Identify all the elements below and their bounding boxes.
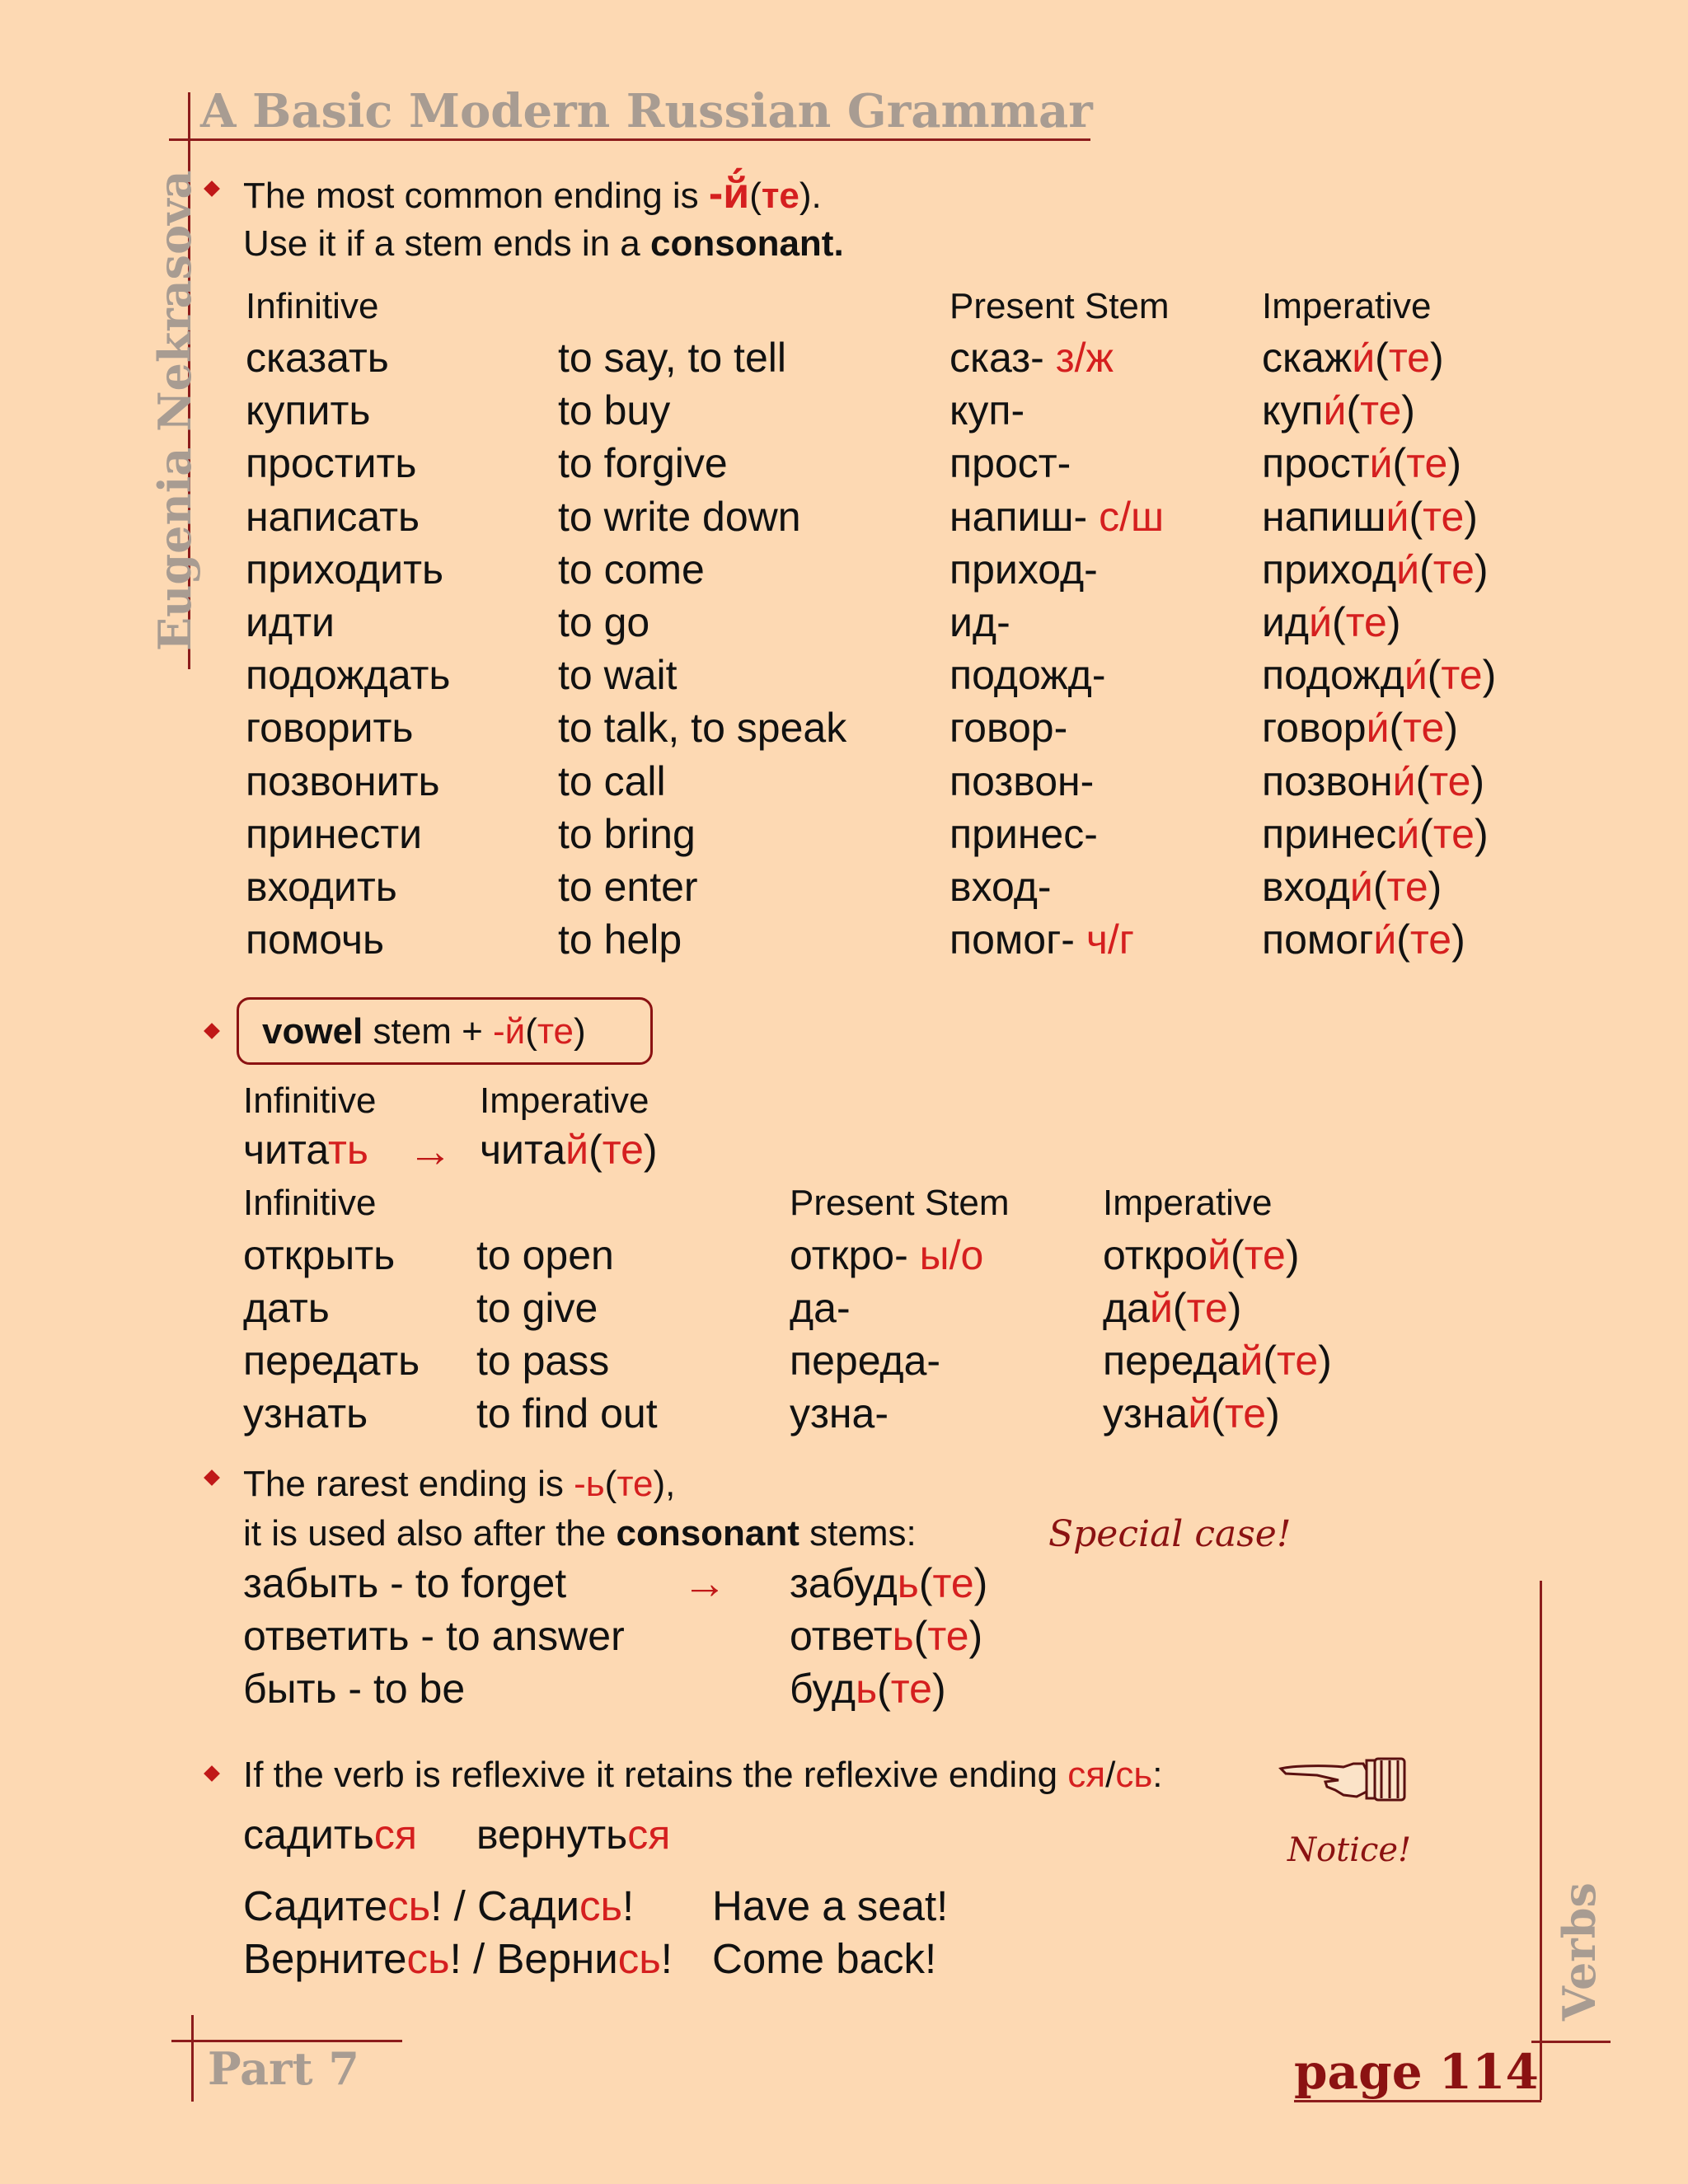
s1-imperative: помоги́(те) (1262, 916, 1465, 963)
pointing-hand-icon (1278, 1754, 1409, 1805)
notice-note: Notice! (1287, 1831, 1412, 1869)
s1-infinitive: простить (246, 440, 417, 486)
s1-present-stem: ид- (950, 599, 1010, 645)
book-title: A Basic Modern Russian Grammar (200, 84, 1093, 138)
s2-infinitive: узнать (243, 1390, 368, 1436)
s1-header-imperative: Imperative (1262, 286, 1432, 326)
s1-imperative: иди́(те) (1262, 599, 1401, 645)
s1-present-stem: говор- (950, 705, 1068, 751)
s1-imperative: прости́(те) (1262, 440, 1461, 486)
reflexive-verb: вернуться (476, 1811, 671, 1858)
s1-english: to call (558, 758, 666, 804)
s1-infinitive: купить (246, 387, 371, 434)
s1-present-stem: принес- (950, 811, 1098, 857)
s2-header-present-stem: Present Stem (790, 1183, 1010, 1223)
page-number: page 114 (1294, 2044, 1539, 2100)
s1-infinitive: входить (246, 864, 397, 910)
section1-line1: The most common ending is -й́(те). (243, 170, 822, 218)
footer-rule-right-horizontal (1531, 2041, 1611, 2043)
s2-imperative: передай(те) (1103, 1338, 1332, 1384)
s1-present-stem: прост- (950, 440, 1071, 486)
s2-imperative: узнай(те) (1103, 1390, 1280, 1436)
s1-infinitive: сказать (246, 335, 389, 381)
footer-rule-page-horizontal (1294, 2100, 1541, 2102)
s1-english: to help (558, 916, 682, 963)
s3-verb: ответить - to answer (243, 1613, 625, 1659)
s2-present-stem: переда- (790, 1338, 941, 1384)
s3-imperative: ответь(те) (790, 1613, 983, 1659)
s2-infinitive: открыть (243, 1232, 396, 1278)
s1-present-stem: напиш- с/ш (950, 494, 1165, 540)
arrow-right-icon: → (682, 1558, 727, 1608)
s2-english: to open (476, 1232, 614, 1278)
s1-present-stem: приход- (950, 546, 1098, 593)
s2-example-header-infinitive: Infinitive (243, 1080, 377, 1121)
s2-infinitive: дать (243, 1285, 330, 1331)
bullet-icon (204, 180, 220, 197)
reflexive-phrase-russian: Вернитесь! / Вернись! (243, 1935, 673, 1982)
s2-english: to find out (476, 1390, 658, 1436)
arrow-right-icon: → (408, 1127, 452, 1176)
s2-present-stem: откро- ы/о (790, 1232, 984, 1278)
s1-english: to bring (558, 811, 696, 857)
s2-header-imperative: Imperative (1103, 1183, 1273, 1223)
s1-english: to say, to tell (558, 335, 786, 381)
s1-english: to wait (558, 652, 678, 698)
s2-imperative: открой(те) (1103, 1232, 1300, 1278)
s1-imperative: скажи́(те) (1262, 335, 1444, 381)
s3-verb: быть - to be (243, 1666, 466, 1712)
s2-header-infinitive: Infinitive (243, 1183, 377, 1223)
s2-example-imperative: читай(те) (480, 1127, 658, 1173)
bullet-icon (204, 1023, 220, 1039)
s1-imperative: напиши́(те) (1262, 494, 1478, 540)
s1-present-stem: позвон- (950, 758, 1095, 804)
footer-rule-right-vertical (1540, 1581, 1542, 2100)
s1-imperative: приходи́(те) (1262, 546, 1489, 593)
bullet-icon (204, 1469, 220, 1486)
s1-imperative: позвони́(те) (1262, 758, 1485, 804)
s2-present-stem: да- (790, 1285, 851, 1331)
s2-infinitive: передать (243, 1338, 420, 1384)
s2-english: to pass (476, 1338, 610, 1384)
s3-verb: забыть - to forget (243, 1560, 567, 1606)
s1-imperative: подожди́(те) (1262, 652, 1497, 698)
s1-infinitive: позвонить (246, 758, 440, 804)
s2-present-stem: узна- (790, 1390, 889, 1436)
section3-line2: it is used also after the consonant stems: (243, 1513, 917, 1554)
s1-infinitive: идти (246, 599, 335, 645)
s1-english: to talk, to speak (558, 705, 847, 751)
reflexive-phrase-english: Come back! (712, 1935, 937, 1982)
s1-imperative: входи́(те) (1262, 864, 1442, 910)
footer-rule-left-vertical (191, 2015, 194, 2102)
s1-imperative: говори́(те) (1262, 705, 1458, 751)
s1-header-infinitive: Infinitive (246, 286, 379, 326)
s1-english: to enter (558, 864, 698, 910)
part-label: Part 7 (208, 2042, 359, 2095)
reflexive-phrase-english: Have a seat! (712, 1882, 949, 1929)
s1-present-stem: помог- ч/г (950, 916, 1135, 963)
s1-english: to go (558, 599, 650, 645)
s1-infinitive: подождать (246, 652, 451, 698)
s1-infinitive: говорить (246, 705, 414, 751)
author-name: Eugenia Nekrasova (148, 170, 201, 651)
s1-english: to write down (558, 494, 801, 540)
s1-infinitive: приходить (246, 546, 444, 593)
reflexive-phrase-russian: Садитесь! / Садись! (243, 1882, 635, 1929)
section-label: Verbs (1553, 1882, 1606, 2021)
s1-infinitive: помочь (246, 916, 385, 963)
bullet-icon (204, 1765, 220, 1782)
s1-header-present-stem: Present Stem (950, 286, 1170, 326)
s1-infinitive: написать (246, 494, 420, 540)
s2-example-header-imperative: Imperative (480, 1080, 649, 1121)
special-case-note: Special case! (1048, 1513, 1292, 1555)
s1-imperative: купи́(те) (1262, 387, 1415, 434)
s1-english: to come (558, 546, 705, 593)
s1-present-stem: вход- (950, 864, 1052, 910)
s3-imperative: забудь(те) (790, 1560, 988, 1606)
section4-line: If the verb is reflexive it retains the reflexive ending ся/сь: (243, 1755, 1163, 1795)
s2-example-infinitive: читать (243, 1127, 368, 1173)
s2-imperative: дай(те) (1103, 1285, 1242, 1331)
s3-imperative: будь(те) (790, 1666, 946, 1712)
s1-present-stem: куп- (950, 387, 1025, 434)
s2-english: to give (476, 1285, 598, 1331)
section3-line1: The rarest ending is -ь(те), (243, 1464, 676, 1504)
s1-present-stem: сказ- з/ж (950, 335, 1114, 381)
reflexive-verb: садиться (243, 1811, 417, 1858)
section1-line2: Use it if a stem ends in a consonant. (243, 223, 844, 264)
vowel-stem-rule: vowel stem + -й(те) (262, 1011, 586, 1052)
s1-infinitive: принести (246, 811, 423, 857)
s1-english: to forgive (558, 440, 728, 486)
s1-imperative: принеси́(те) (1262, 811, 1489, 857)
s1-english: to buy (558, 387, 671, 434)
s1-present-stem: подожд- (950, 652, 1106, 698)
